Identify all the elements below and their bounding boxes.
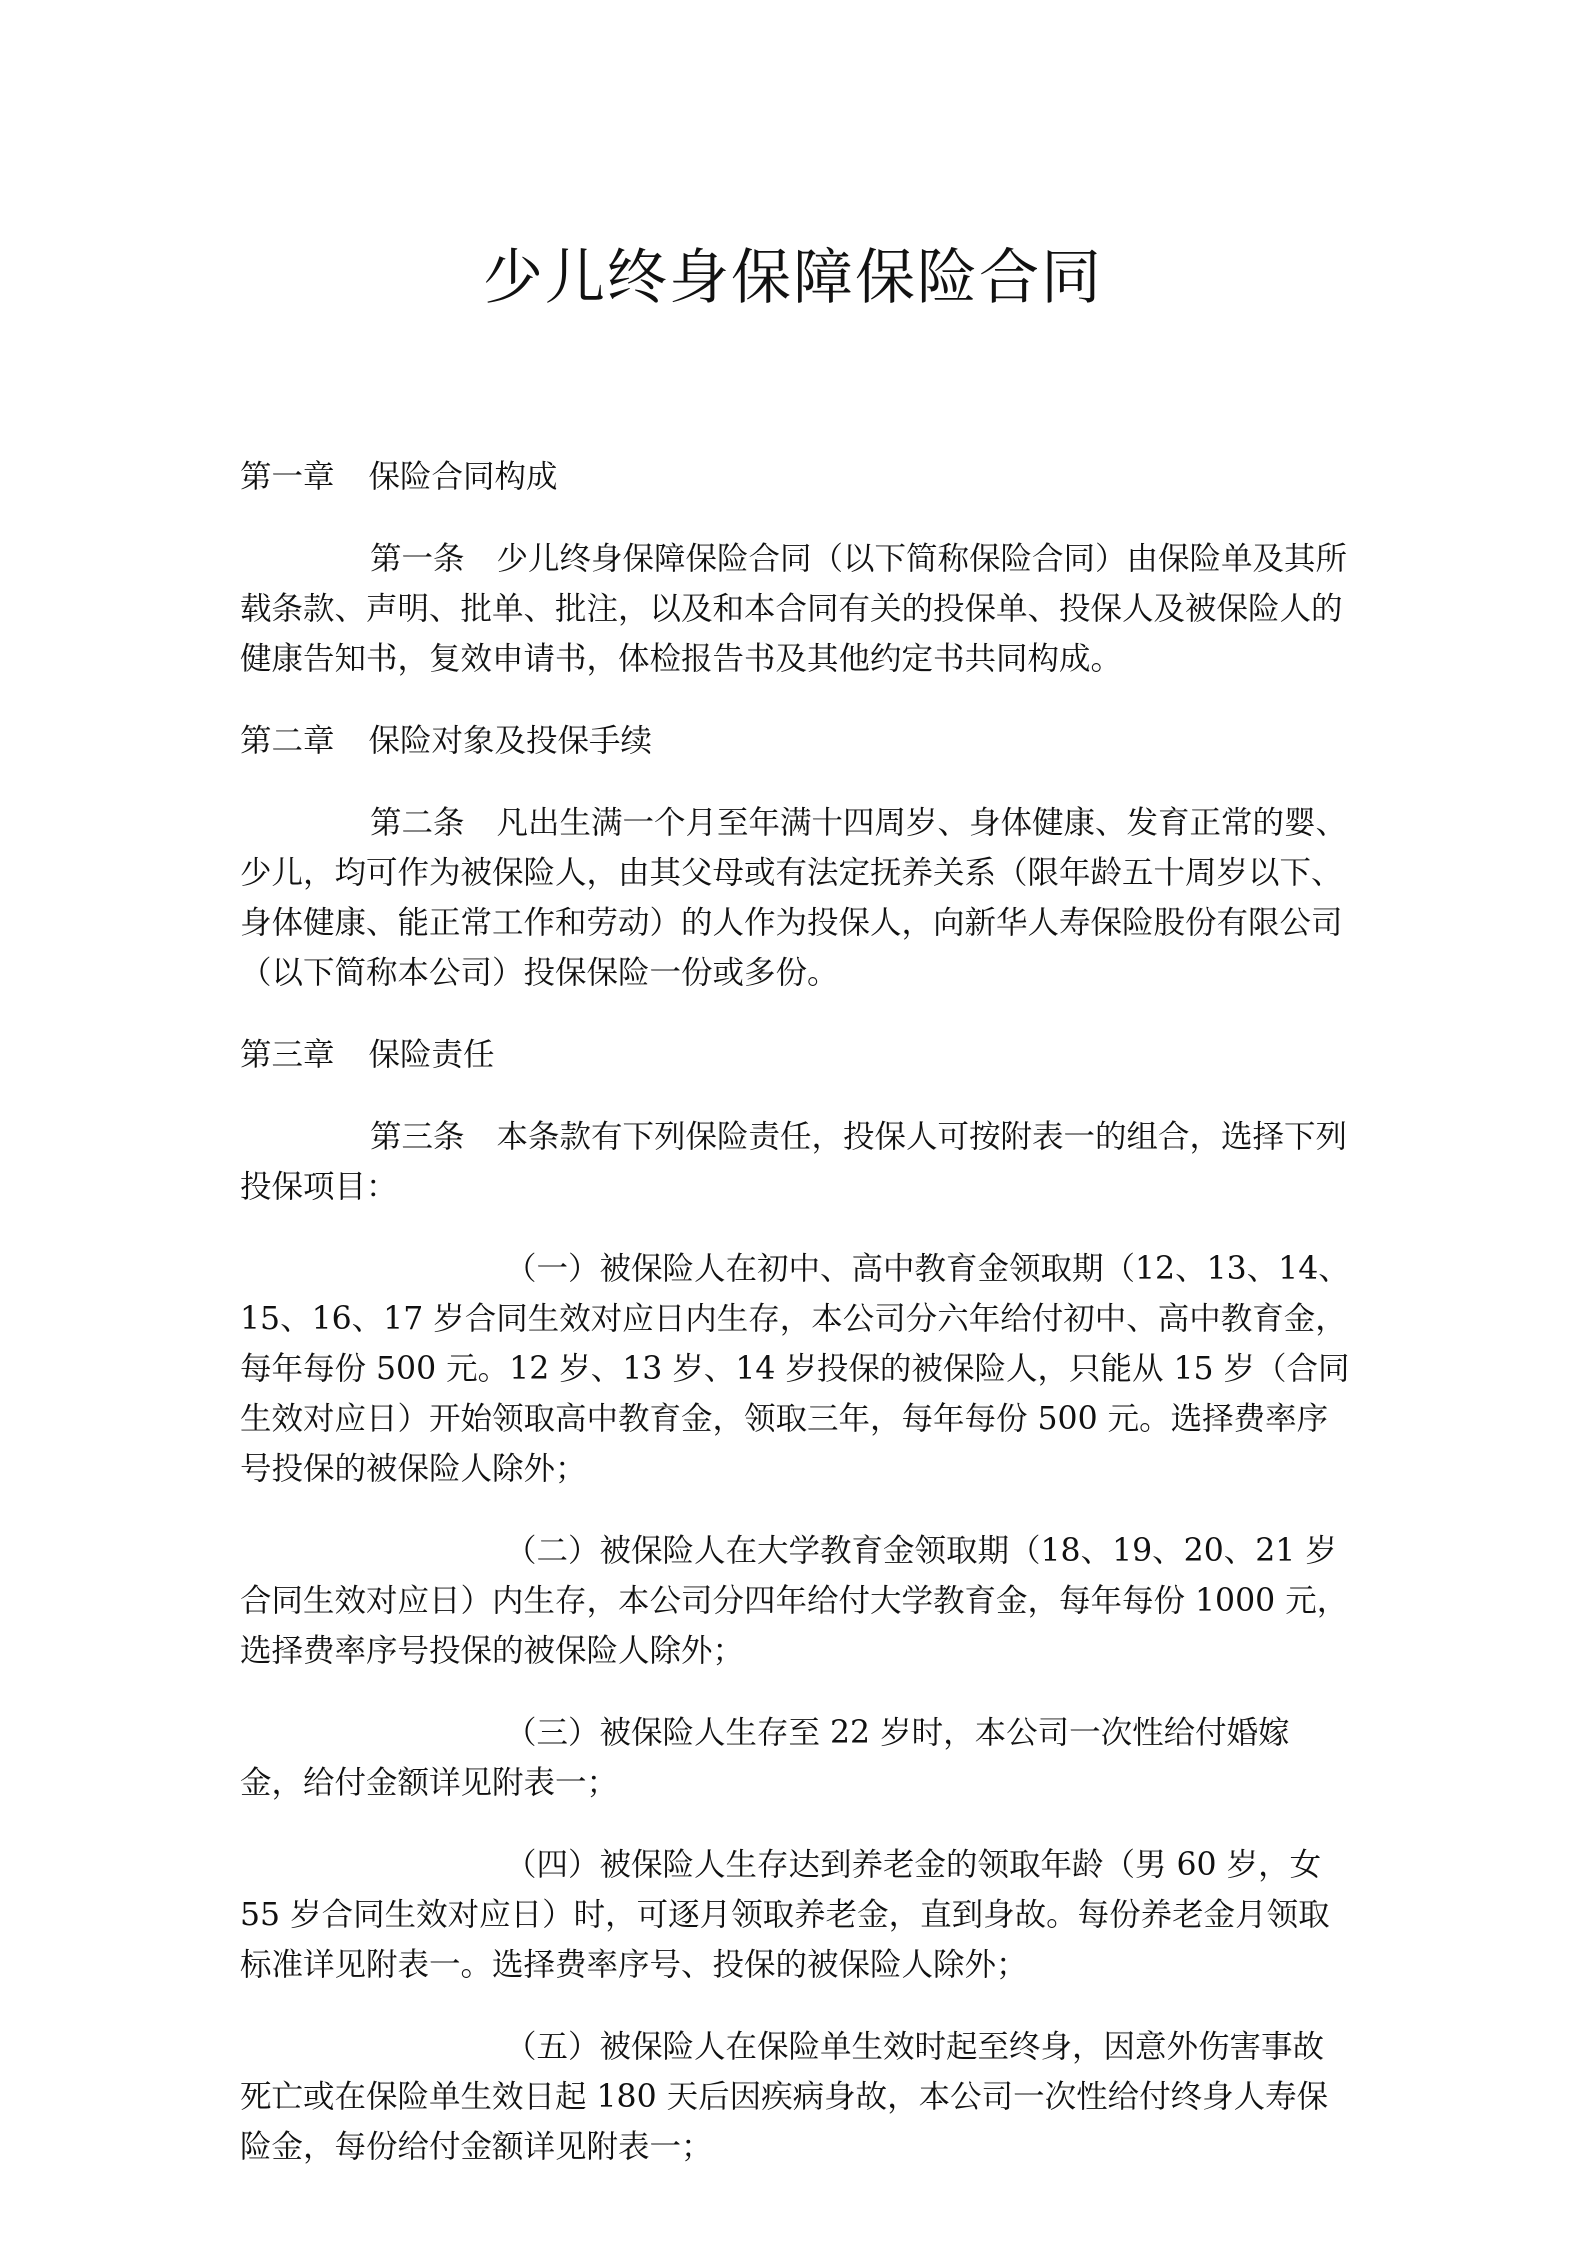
article-text: 本条款有下列保险责任，投保人可按附表一的组合，选择下列投保项目： (240, 1119, 1348, 1205)
chapter-number: 第二章 (240, 723, 335, 759)
chapter-title: 保险对象及投保手续 (368, 723, 653, 759)
list-item: （一）被保险人在初中、高中教育金领取期（12、13、14、15、16、17 岁合同生效对应日内生存，本公司分六年给付初中、高中教育金，每年每份 500 元。12 岁、13 岁、14 岁投保的被保险人，只能从 15 岁（合同生效对应日）开始领取高中教育金，领取三年，每年每份 500 元。选择费率序号投保的被保险人除外； (240, 1251, 1350, 1487)
chapter-title: 保险合同构成 (368, 459, 558, 495)
article-text: 少儿终身保障保险合同（以下简称保险合同）由保险单及其所载条款、声明、批单、批注，以及和本合同有关的投保单、投保人及被保险人的健康告知书，复效申请书，体检报告书及其他约定书共同构成。 (240, 541, 1348, 677)
list-item: （五）被保险人在保险单生效时起至终身，因意外伤害事故死亡或在保险单生效日起 180 天后因疾病身故，本公司一次性给付终身人寿保险金，每份给付金额详见附表一； (240, 2029, 1329, 2165)
list-item: （二）被保险人在大学教育金领取期（18、19、20、21 岁合同生效对应日）内生存，本公司分四年给付大学教育金，每年每份 1000 元，选择费率序号投保的被保险人除外； (240, 1533, 1349, 1669)
article-paragraph (240, 1112, 1350, 1212)
list-item: （四）被保险人生存达到养老金的领取年龄（男 60 岁，女 55 岁合同生效对应日）时，可逐月领取养老金，直到身故。每份养老金月领取标准详见附表一。选择费率序号、投保的被保险人除外； (240, 1847, 1330, 1983)
article-text: 凡出生满一个月至年满十四周岁、身体健康、发育正常的婴、少儿，均可作为被保险人，由其父母或有法定抚养关系（限年龄五十周岁以下、身体健康、能正常工作和劳动）的人作为投保人，向新华人寿保险股份有限公司（以下简称本公司）投保保险一份或多份。 (240, 805, 1348, 991)
chapter-title: 保险责任 (368, 1037, 495, 1073)
article-label: 第一条 (370, 541, 465, 577)
chapter-number: 第三章 (240, 1037, 335, 1073)
chapter-number: 第一章 (240, 459, 335, 495)
list-item: （三）被保险人生存至 22 岁时，本公司一次性给付婚嫁金，给付金额详见附表一； (240, 1715, 1290, 1801)
article-label: 第二条 (370, 805, 465, 841)
document-body (240, 452, 1350, 2204)
article-label: 第三条 (370, 1119, 465, 1155)
chapter-heading (240, 716, 1350, 766)
chapter-heading (240, 452, 1350, 502)
article-paragraph (240, 798, 1350, 998)
article-paragraph (240, 534, 1350, 684)
chapter-heading (240, 1030, 1350, 1080)
document-title: 少儿终身保障保险合同 (483, 243, 1103, 313)
